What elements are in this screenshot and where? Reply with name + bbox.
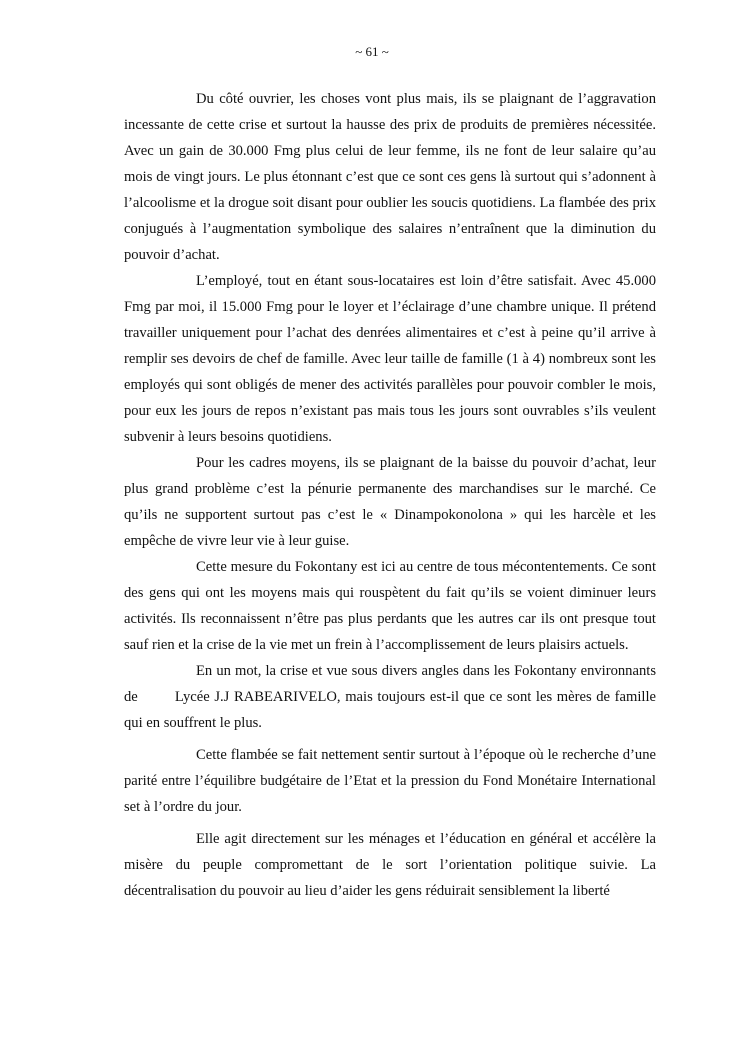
page-number: ~ 61 ~ bbox=[355, 44, 389, 59]
document-body bbox=[124, 86, 660, 904]
paragraph-workers: Du côté ouvrier, les choses vont plus mais, ils se plaignant de l’aggravation incessante de cette crise et surtout la hausse des prix de produits de premières nécessitée. Avec un gain de 30.000 Fmg plus celui de leur femme, ils ne font de leur salaire qu’au mois de vingt jours. Le plus étonnant c’est que ce sont ces gens là surtout qui s’adonnent à l’alcoolisme et la drogue soit disant pour oublier les soucis quotidiens. La flambée des prix conjugués à l’augmentation symbolique des salaires n’entraînent que la diminution du pouvoir d’achat. bbox=[124, 91, 656, 263]
paragraph-summary: En un mot, la crise et vue sous divers angles dans les Fokontany environnants de Lycée J.J RABEARIVELO, mais toujours est-il que ce sont les mères de famille qui en souffrent le plus. bbox=[124, 663, 660, 731]
paragraph-price-surge: Cette flambée se fait nettement sentir surtout à l’époque où le recherche d’une parité entre l’équilibre budgétaire de l’Etat et la pression du Fond Monétaire International set à l’ordre du jour. bbox=[124, 747, 656, 815]
paragraph-middle-managers: Pour les cadres moyens, ils se plaignant de la baisse du pouvoir d’achat, leur plus grand problème c’est la pénurie permanente des marchandises sur le marché. Ce qu’ils ne supportent surtout pas c’est le « Dinampokonolona » qui les harcèle et les empêche de vivre leur vie à leur guise. bbox=[124, 455, 656, 549]
paragraph-fokontany-measure: Cette mesure du Fokontany est ici au centre de tous mécontentements. Ce sont des gens qui ont les moyens mais qui rouspètent du fait qu’ils se voient diminuer leurs activités. Ils reconnaissent n’être pas plus perdants que les autres car ils ont presque tout sauf rien et la crise de la vie met un frein à l’accomplissement de leurs plaisirs actuels. bbox=[124, 559, 656, 653]
paragraph-households: Elle agit directement sur les ménages et l’éducation en général et accélère la misère du peuple compromettant de le sort l’orientation politique suivie. La décentralisation du pouvoir au lieu d’aider les gens réduirait sensiblement la liberté bbox=[124, 831, 656, 899]
paragraph-employee: L’employé, tout en étant sous-locataires est loin d’être satisfait. Avec 45.000 Fmg par moi, il 15.000 Fmg pour le loyer et l’éclairage d’une chambre unique. Il prétend travailler uniquement pour l’achat des denrées alimentaires et c’est à peine qu’il arrive à remplir ses devoirs de chef de famille. Avec leur taille de famille (1 à 4) nombreux sont les employés qui sont obligés de mener des activités parallèles pour pouvoir combler le mois, pour eux les jours de repos n’existant pas mais tous les jours sont ouvrables s’ils veulent subvenir à leurs besoins quotidiens. bbox=[124, 273, 656, 445]
